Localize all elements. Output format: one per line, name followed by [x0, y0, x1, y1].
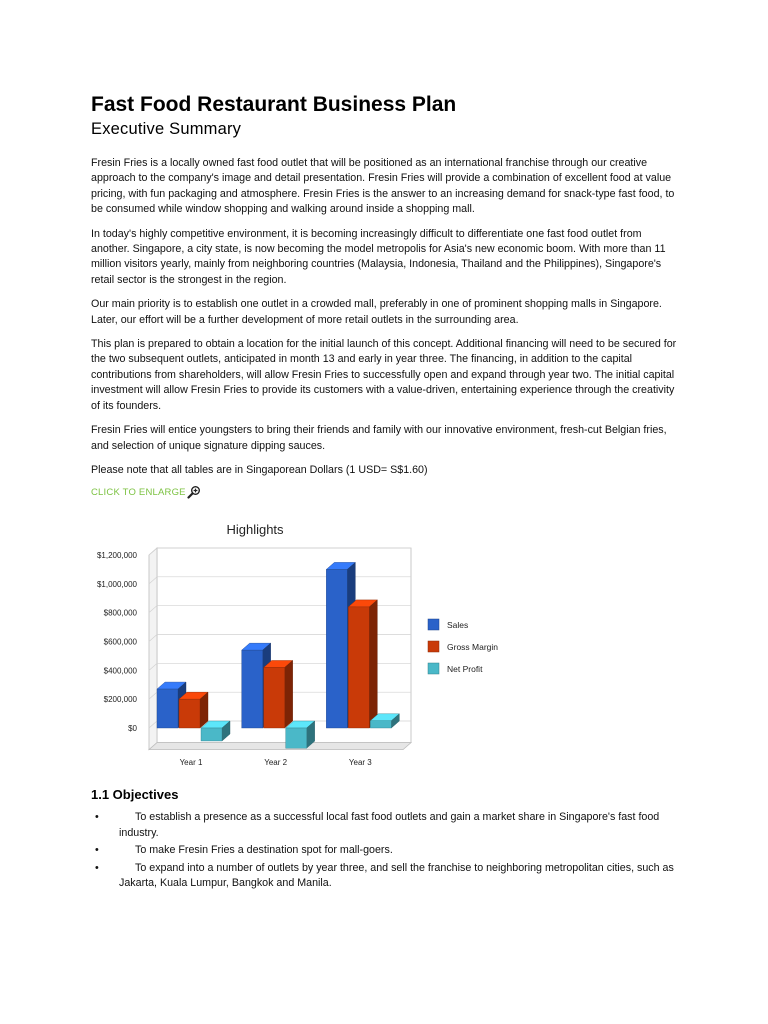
bullet: •: [95, 844, 99, 857]
bar-gross-margin: [179, 699, 200, 728]
highlights-chart-svg: [91, 515, 521, 773]
y-tick-label: $800,000: [103, 608, 137, 618]
legend-label: Sales: [447, 620, 469, 630]
bar-net-profit: [201, 728, 222, 741]
bar-gross-margin-side: [369, 600, 377, 728]
objective-text: To expand into a number of outlets by year three, and sell the franchise to neighboring metropolitan cities, such as Jakarta, Kuala Lumpur, Bangkok and Manila.: [119, 861, 674, 890]
bar-gross-margin-side: [285, 660, 293, 728]
x-tick-label: Year 2: [264, 758, 288, 767]
list-item: [91, 810, 681, 841]
legend-label: Gross Margin: [447, 642, 499, 652]
legend-swatch: [428, 641, 439, 652]
bar-sales: [242, 650, 263, 728]
list-item: [91, 843, 681, 859]
currency-note: Please note that all tables are in Singaporean Dollars (1 USD= S$1.60): [91, 463, 428, 476]
x-tick-label: Year 1: [179, 758, 203, 767]
paragraph: This plan is prepared to obtain a location for the initial launch of this concept. Additional financing will need to be secured for the two subsequent outlets, anticipated in month 13 and early in year three. The financing, in addition to the capital contributions from shareholders, will allow Fresin Fries to successfully open and expand through year two. The initial capital investment will allow Fresin Fries to provide its customers with a value-driven, entertaining experience through the creativity of its founders.: [91, 338, 677, 412]
bar-sales: [326, 569, 347, 728]
paragraph: Our main priority is to establish one outlet in a crowded mall, preferably in one of prominent shopping malls in Singapore. Later, our effort will be a further development of more retail outlets in the surrounding area.: [91, 298, 662, 326]
y-tick-label: $1,200,000: [96, 551, 137, 560]
y-tick-label: $600,000: [103, 637, 137, 647]
x-tick-label: Year 3: [348, 758, 372, 767]
objective-text: To establish a presence as a successful local fast food outlets and gain a market share in Singapore's fast food industry.: [119, 811, 660, 839]
bullet: •: [95, 861, 99, 874]
document-title: Fast Food Restaurant Business Plan: [91, 93, 457, 116]
bullet: •: [95, 811, 99, 823]
paragraph: Fresin Fries is a locally owned fast food outlet that will be positioned as an international franchise through our creative approach to the company's image and detail presentation. Fresin Fries will provide a combination of excellent food at value pricing, with fun packaging and atmosphere. Fresin Fries is the answer to an increasing demand for snack-type fast food, to be consumed while window shopping and walking around inside a shopping mall.: [91, 157, 675, 216]
objectives-heading: 1.1 Objectives: [91, 787, 179, 802]
list-item: [91, 861, 681, 892]
bar-sales: [157, 689, 178, 728]
highlights-chart: [91, 515, 521, 773]
legend-label: Net Profit: [447, 664, 483, 674]
magnifier-plus-icon[interactable]: [187, 485, 201, 499]
document-body: [91, 92, 683, 500]
y-tick-label: $400,000: [103, 666, 137, 676]
paragraph: Fresin Fries will entice youngsters to bring their friends and family with our innovative environment, fresh-cut Belgian fries, and selection of unique signature dipping sauces.: [91, 424, 667, 452]
enlarge-link-label: CLICK TO ENLARGE: [91, 486, 186, 498]
objective-text: To make Fresin Fries a destination spot for mall-goers.: [135, 844, 393, 857]
click-to-enlarge-link[interactable]: [91, 485, 201, 499]
section-title: Executive Summary: [91, 120, 242, 138]
y-tick-label: $0: [128, 724, 137, 733]
y-tick-label: $1,000,000: [96, 579, 137, 589]
legend-swatch: [428, 663, 439, 674]
bar-net-profit: [370, 721, 391, 728]
chart-floor: [149, 743, 411, 750]
y-tick-label: $200,000: [103, 695, 137, 705]
chart-title: Highlights: [226, 522, 284, 537]
bar-gross-margin: [264, 667, 285, 728]
legend-swatch: [428, 619, 439, 630]
bar-gross-margin: [348, 607, 369, 728]
objectives-list: [91, 810, 681, 894]
bar-net-profit: [286, 728, 307, 748]
paragraph: In today's highly competitive environment, it is becoming increasingly difficult to differentiate one fast food outlet from another. Singapore, a city state, is now becoming the model metropolis for Asia's new economic boom. With more than 11 million visitors yearly, mainly from neighboring countries (Malaysia, Indonesia, Thailand and the Philippines), Singapore's retail sector is the strongest in the region.: [91, 227, 666, 286]
